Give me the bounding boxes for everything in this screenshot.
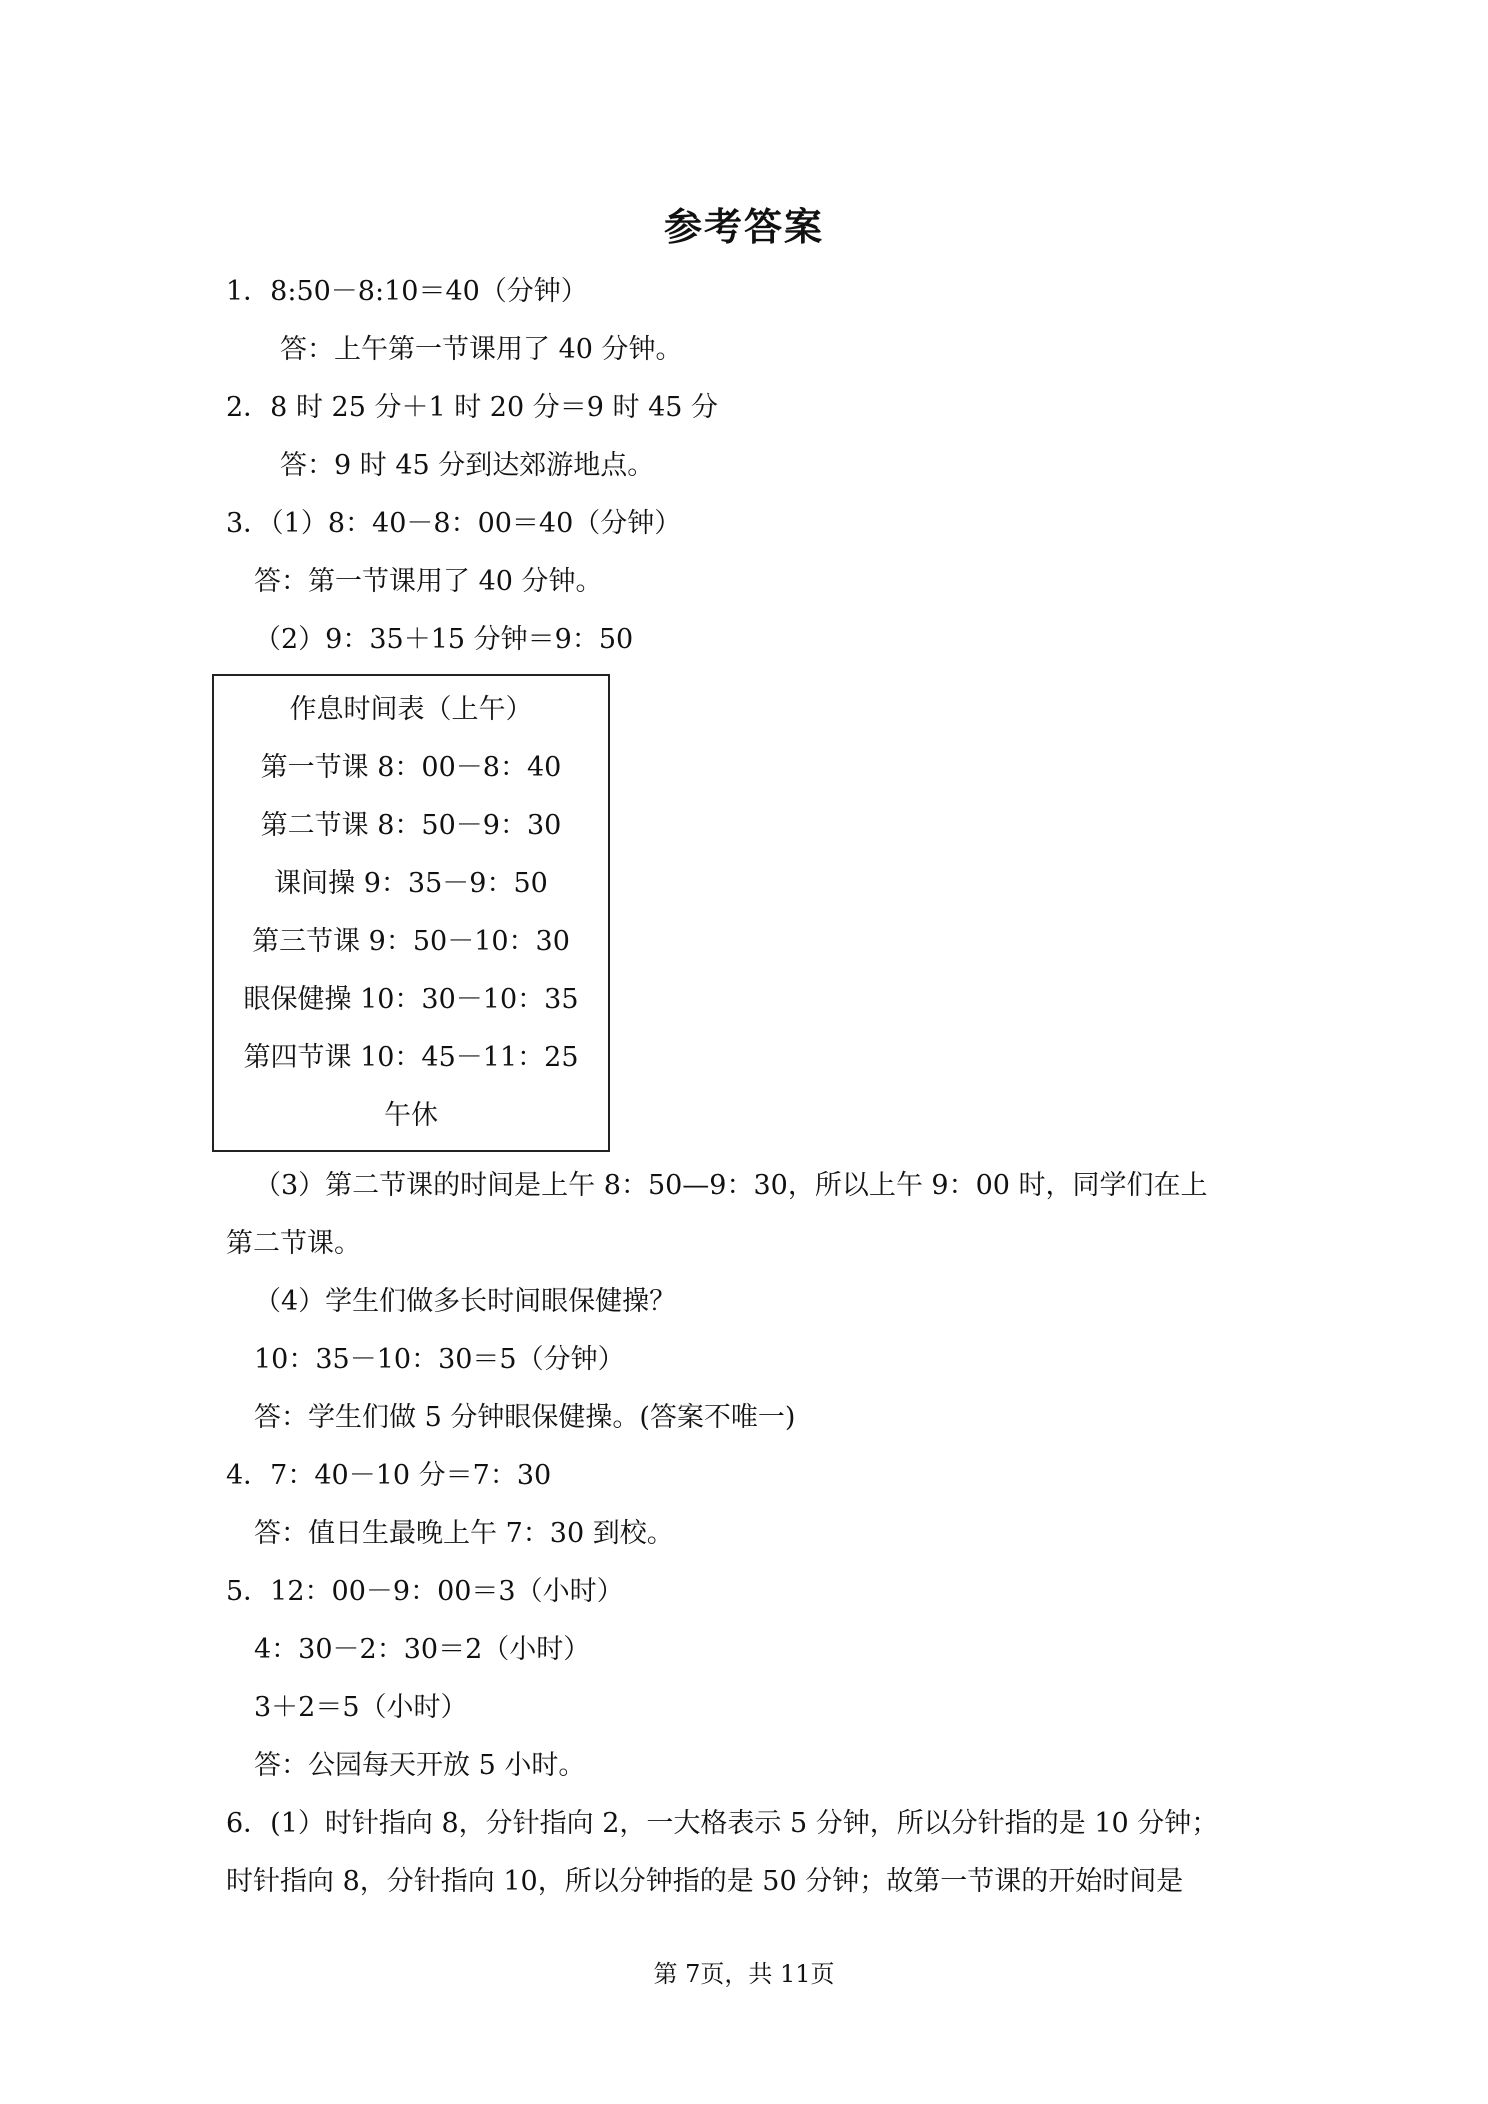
page-title: 参考答案 bbox=[663, 204, 824, 249]
schedule-row: 午休 bbox=[384, 1100, 438, 1131]
answer-2-response: 答：9 时 45 分到达郊游地点。 bbox=[280, 450, 655, 481]
answer-3-part3-line2: 第二节课。 bbox=[226, 1228, 361, 1259]
schedule-title: 作息时间表（上午） bbox=[289, 694, 533, 725]
answer-1-response: 答：上午第一节课用了 40 分钟。 bbox=[280, 334, 683, 365]
schedule-row: 第四节课 10：45－11：25 bbox=[243, 1042, 579, 1073]
answer-3-part1-response: 答：第一节课用了 40 分钟。 bbox=[254, 566, 603, 597]
schedule-table bbox=[212, 674, 610, 1152]
schedule-row: 第二节课 8：50－9：30 bbox=[260, 810, 562, 841]
answer-5-equation-2: 4：30－2：30＝2（小时） bbox=[254, 1634, 591, 1665]
schedule-row: 第三节课 9：50－10：30 bbox=[252, 926, 570, 957]
answer-5-equation-3: 3＋2＝5（小时） bbox=[254, 1692, 468, 1723]
schedule-row: 第一节课 8：00－8：40 bbox=[260, 752, 562, 783]
answer-3-part2-equation: （2）9：35＋15 分钟＝9：50 bbox=[254, 624, 634, 655]
answer-3-part3-line1: （3）第二节课的时间是上午 8：50—9：30，所以上午 9：00 时，同学们在上 bbox=[254, 1170, 1208, 1201]
answer-3-part4-response: 答：学生们做 5 分钟眼保健操。(答案不唯一) bbox=[254, 1402, 796, 1433]
schedule-row: 眼保健操 10：30－10：35 bbox=[243, 984, 579, 1015]
schedule-row: 课间操 9：35－9：50 bbox=[274, 868, 548, 899]
answer-6-line2: 时针指向 8，分针指向 10，所以分钟指的是 50 分钟；故第一节课的开始时间是 bbox=[226, 1866, 1184, 1897]
answer-6-line1: 6．(1）时针指向 8，分针指向 2，一大格表示 5 分钟，所以分针指的是 10 分钟； bbox=[226, 1808, 1219, 1839]
page-footer: 第 7页，共 11页 bbox=[653, 1960, 835, 1988]
answer-3-part1-equation: 3．（1）8：40－8：00＝40（分钟） bbox=[226, 508, 682, 539]
answer-2-equation: 2．8 时 25 分＋1 时 20 分＝9 时 45 分 bbox=[226, 392, 719, 423]
answer-3-part4-question: （4）学生们做多长时间眼保健操？ bbox=[254, 1286, 677, 1317]
answer-3-part4-equation: 10：35－10：30＝5（分钟） bbox=[254, 1344, 625, 1375]
answer-5-response: 答：公园每天开放 5 小时。 bbox=[254, 1750, 586, 1781]
answer-5-equation-1: 5．12：00－9：00＝3（小时） bbox=[226, 1576, 624, 1607]
answer-1-equation: 1．8:50－8:10＝40（分钟） bbox=[226, 276, 588, 307]
answer-4-response: 答：值日生最晚上午 7：30 到校。 bbox=[254, 1518, 674, 1549]
answer-4-equation: 4．7：40－10 分＝7：30 bbox=[226, 1460, 552, 1491]
